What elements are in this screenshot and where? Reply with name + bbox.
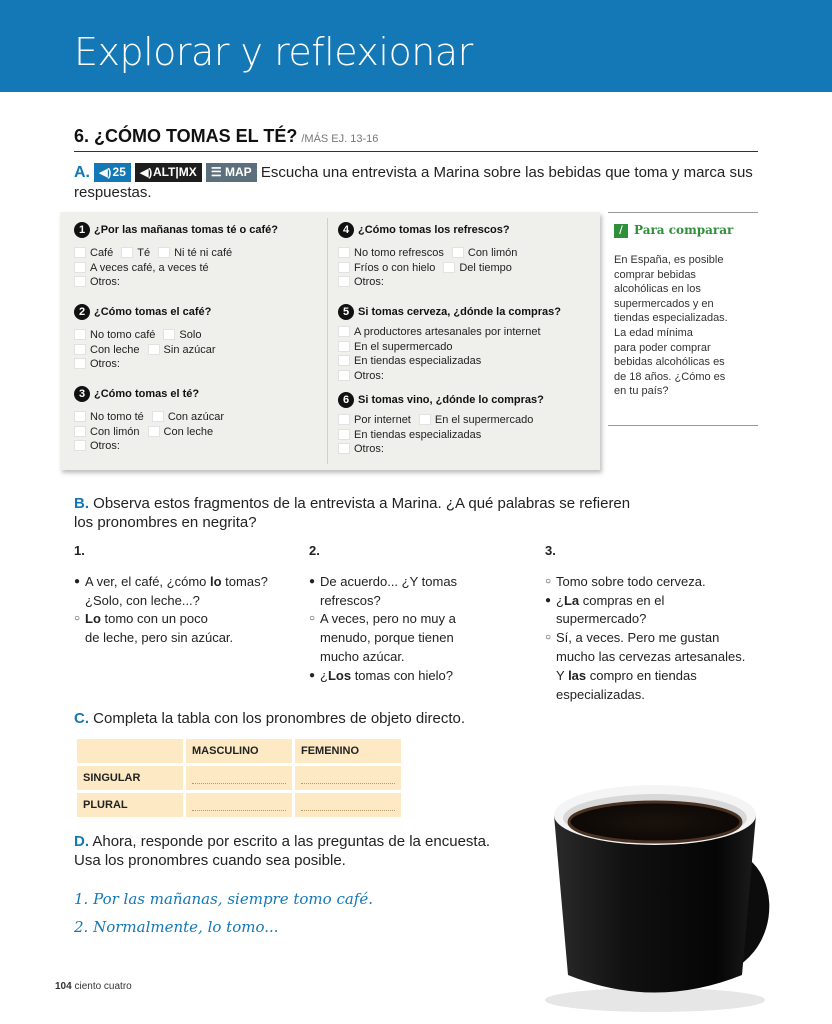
filled-bullet-icon: ● <box>309 669 316 681</box>
checkbox[interactable] <box>148 426 160 437</box>
page-footer <box>55 981 132 992</box>
checkbox[interactable] <box>74 329 86 340</box>
part-b-instructions: B. Observa estos fragmentos de la entrevista a Marina. ¿A qué palabras se refieren los pronombres en negrita? <box>74 495 631 531</box>
speaker-icon: ◀) <box>99 167 112 179</box>
column-header-masculine: MASCULINO <box>186 739 292 763</box>
option-label: Ni té ni café <box>174 247 233 259</box>
survey-question-4 <box>338 220 593 290</box>
dialog-number: 1. <box>74 543 85 558</box>
checkbox[interactable] <box>338 341 350 352</box>
option-label: No tomo té <box>90 411 144 423</box>
option-label: En el supermercado <box>434 414 534 426</box>
filled-bullet-icon: ● <box>74 575 81 587</box>
dialog-3: 3. ○ Tomo sobre todo cerveza. ● ¿La compras en el supermercado? ○ Sí, a veces. Pero me gustan mucho las cervezas artesanales. Y las compro en tiendas especializadas. <box>545 542 795 704</box>
option-label: Fríos o con hielo <box>354 261 436 274</box>
answer-2: 2. Normalmente, lo tomo... <box>74 918 279 936</box>
option-label: Por internet <box>354 414 411 426</box>
survey-question-3 <box>74 384 324 454</box>
survey-question-1 <box>74 220 324 290</box>
question-title: ¿Cómo tomas el café? <box>94 306 212 318</box>
option-label: A productores artesanales por internet <box>354 326 541 338</box>
option-label: Otros: <box>90 276 120 288</box>
checkbox[interactable] <box>443 262 455 273</box>
blank-cell-plural-feminine[interactable] <box>295 793 401 817</box>
option-label: En tiendas especializadas <box>354 428 482 441</box>
page-number-words: ciento cuatro <box>74 981 132 992</box>
section-title <box>74 126 758 152</box>
question-number-badge: 2 <box>74 304 90 320</box>
checkbox[interactable] <box>74 426 86 437</box>
checkbox[interactable] <box>338 326 350 337</box>
checkbox[interactable] <box>338 355 350 366</box>
part-c-instructions: C. Completa la tabla con los pronombres de objeto directo. <box>74 710 466 727</box>
option-label: Con leche <box>163 425 214 438</box>
filled-bullet-icon: ● <box>545 594 552 606</box>
blank-cell-plural-masculine[interactable] <box>186 793 292 817</box>
filled-bullet-icon: ● <box>309 575 316 587</box>
map-button[interactable]: ☰ MAP <box>206 163 257 182</box>
question-number-badge: 5 <box>338 304 354 320</box>
blank-cell-singular-masculine[interactable] <box>186 766 292 790</box>
option-label: En tiendas especializadas <box>354 355 482 367</box>
option-label: Café <box>90 247 114 259</box>
question-number-badge: 6 <box>338 392 354 408</box>
checkbox[interactable] <box>338 247 350 258</box>
survey-question-2 <box>74 302 324 372</box>
row-header-singular: SINGULAR <box>77 766 183 790</box>
checkbox[interactable] <box>452 247 464 258</box>
option-label: Otros: <box>90 440 120 452</box>
compare-icon: / <box>614 224 628 238</box>
blank-cell-singular-feminine[interactable] <box>295 766 401 790</box>
menu-lines-icon: ☰ <box>210 165 222 179</box>
checkbox[interactable] <box>158 247 170 258</box>
option-label: No tomo café <box>90 329 156 341</box>
checkbox[interactable] <box>338 414 350 425</box>
audio-track-button[interactable]: ◀) 25 <box>94 163 131 182</box>
column-header-feminine: FEMENINO <box>295 739 401 763</box>
checkbox[interactable] <box>338 262 350 273</box>
option-label: Con azúcar <box>167 411 225 423</box>
survey-question-6 <box>338 390 593 457</box>
option-label: No tomo refrescos <box>354 247 444 259</box>
part-a-text: Escucha una entrevista a Marina sobre las bebidas que toma y marca sus respuestas. <box>74 164 753 201</box>
checkbox[interactable] <box>74 344 86 355</box>
dialog-number: 2. <box>309 543 320 558</box>
checkbox[interactable] <box>419 414 431 425</box>
table-corner <box>77 739 183 763</box>
hollow-bullet-icon: ○ <box>545 632 552 644</box>
checkbox[interactable] <box>338 276 350 287</box>
part-b-letter: B. <box>74 495 89 512</box>
compare-box <box>608 212 758 426</box>
option-label: Otros: <box>90 358 120 370</box>
checkbox[interactable] <box>74 276 86 287</box>
option-label: Otros: <box>354 369 384 382</box>
survey-question-5 <box>338 302 593 383</box>
question-title: ¿Cómo tomas los refrescos? <box>358 224 510 236</box>
page-title: Explorar y reflexionar <box>74 30 473 74</box>
part-d-letter: D. <box>74 833 89 850</box>
checkbox[interactable] <box>163 329 175 340</box>
survey-divider <box>327 218 328 464</box>
checkbox[interactable] <box>338 443 350 454</box>
option-label: Otros: <box>354 276 384 288</box>
option-label: Con limón <box>90 425 140 438</box>
checkbox[interactable] <box>121 247 133 258</box>
option-label: Con leche <box>90 343 140 356</box>
section-number-title: 6. ¿CÓMO TOMAS EL TÉ? <box>74 126 298 146</box>
hollow-bullet-icon: ○ <box>309 613 316 625</box>
handwritten-answers <box>74 885 373 941</box>
compare-text: En España, es posible comprar bebidas alcohólicas en los supermercados y en tiendas especializadas. La edad mínima para poder comprar bebidas alcohólicas es de 18 años. ¿Cómo es en tu país? <box>614 254 728 398</box>
question-title: ¿Cómo tomas el té? <box>94 388 200 400</box>
dialog-2: 2. ● De acuerdo... ¿Y tomas refrescos? ○ A veces, pero no muy a menudo, porque tienen mucho azúcar. ● ¿Los tomas con hielo? <box>309 542 529 686</box>
question-number-badge: 1 <box>74 222 90 238</box>
option-label: Con limón <box>467 247 518 259</box>
option-label: A veces café, a veces té <box>90 261 209 274</box>
option-label: Té <box>137 247 151 259</box>
checkbox[interactable] <box>74 411 86 422</box>
row-header-plural: PLURAL <box>77 793 183 817</box>
checkbox[interactable] <box>74 440 86 451</box>
option-label: Del tiempo <box>459 261 512 274</box>
checkbox[interactable] <box>148 344 160 355</box>
checkbox[interactable] <box>338 429 350 440</box>
page-number: 104 <box>55 981 72 992</box>
hollow-bullet-icon: ○ <box>545 575 552 587</box>
header-band <box>0 0 832 92</box>
part-c-letter: C. <box>74 710 89 727</box>
question-number-badge: 3 <box>74 386 90 402</box>
pronoun-table <box>74 736 404 820</box>
option-label: Otros: <box>354 443 384 455</box>
checkbox[interactable] <box>74 358 86 369</box>
speaker-icon: ◀) <box>140 167 153 179</box>
option-label: Solo <box>179 329 202 341</box>
checkbox[interactable] <box>74 262 86 273</box>
dialog-1: 1. ● A ver, el café, ¿cómo lo tomas? ¿Solo, con leche...? ○ Lo tomo con un poco de leche, pero sin azúcar. <box>74 542 294 648</box>
option-label: En el supermercado <box>354 340 453 353</box>
checkbox[interactable] <box>338 370 350 381</box>
checkbox[interactable] <box>74 247 86 258</box>
question-title: ¿Por las mañanas tomas té o café? <box>94 224 279 236</box>
question-title: Si tomas cerveza, ¿dónde la compras? <box>358 306 561 318</box>
question-title: Si tomas vino, ¿dónde lo compras? <box>358 394 544 406</box>
part-d-instructions: D. Ahora, responde por escrito a las preguntas de la encuesta. Usa los pronombres cuando sea posible. <box>74 833 491 869</box>
checkbox[interactable] <box>152 411 164 422</box>
compare-title: / Para comparar <box>614 223 733 238</box>
dialog-number: 3. <box>545 543 556 558</box>
section-ref: /MÁS EJ. 13-16 <box>301 133 379 145</box>
coffee-mug-image <box>540 770 810 1020</box>
answer-1: 1. Por las mañanas, siempre tomo café. <box>74 890 373 908</box>
alt-audio-button[interactable]: ◀) ALT|MX <box>135 163 202 182</box>
question-number-badge: 4 <box>338 222 354 238</box>
part-a-letter: A. <box>74 164 90 181</box>
hollow-bullet-icon: ○ <box>74 613 81 625</box>
option-label: Sin azúcar <box>163 343 216 356</box>
part-a-instructions <box>74 163 774 203</box>
